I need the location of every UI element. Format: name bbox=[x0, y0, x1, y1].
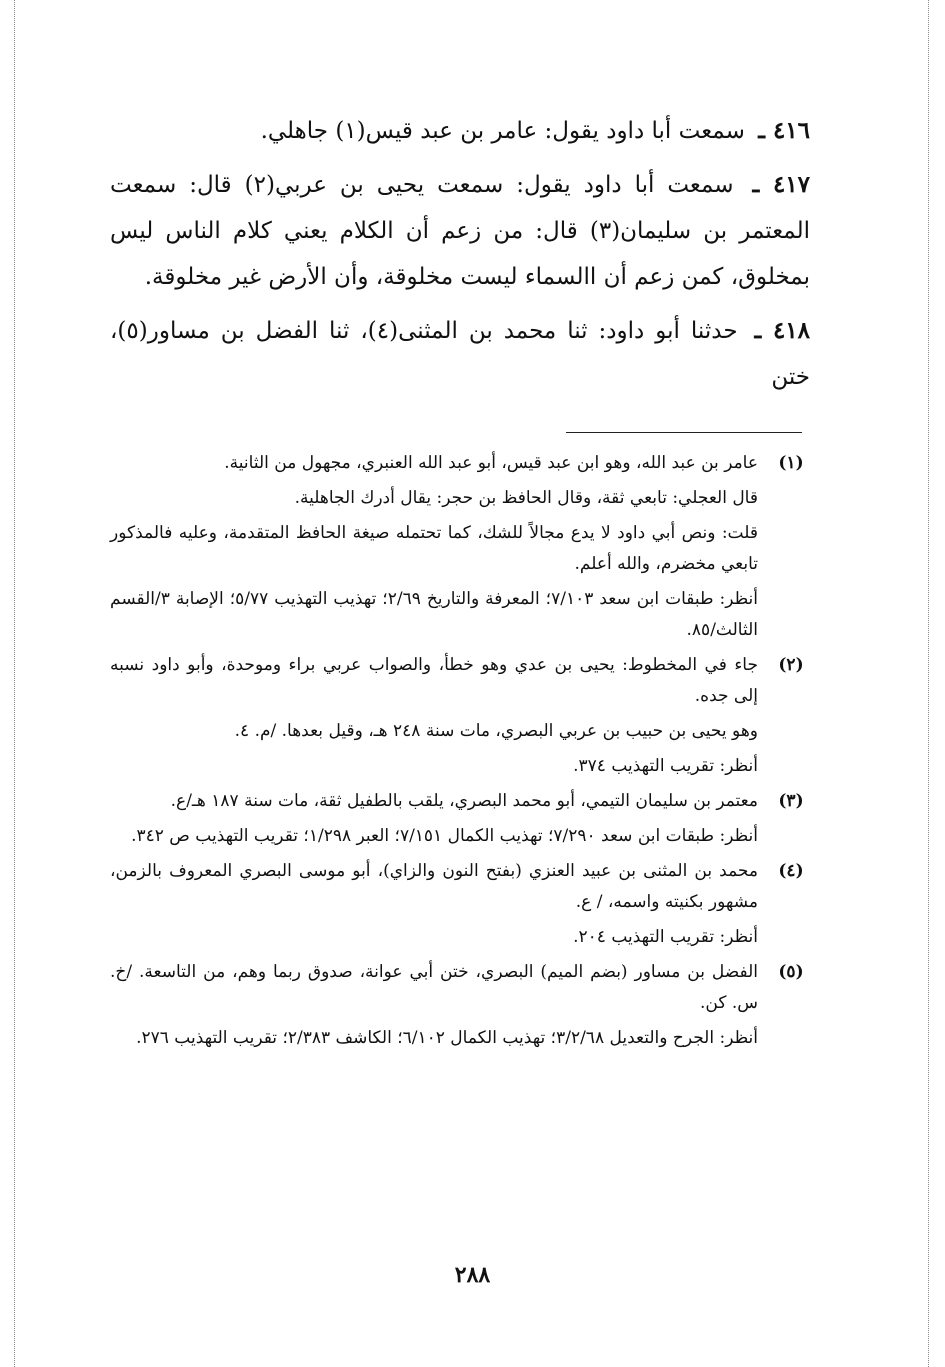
footnote-line: وهو يحيى بن حبيب بن عربي البصري، مات سنة ٢٤٨ هـ، وقيل بعدها. /م. ٤. bbox=[234, 721, 758, 741]
footnote-1 bbox=[110, 448, 814, 646]
footnote-line: محمد بن المثنى بن عبيد العنزي (بفتح النون والزاي)، أبو موسى البصري المعروف بالزمن، مشهور بكنيته واسمه، / ع. bbox=[110, 861, 758, 912]
paragraph-417 bbox=[110, 162, 810, 300]
paragraph-number: ٤١٦ ـ bbox=[758, 117, 810, 144]
footnote-4 bbox=[110, 856, 814, 953]
footnote-line: أنظر: طبقات ابن سعد ٧/٢٩٠؛ تهذيب الكمال ٧/١٥١؛ العبر ١/٢٩٨؛ تقريب التهذيب ص ٣٤٢. bbox=[131, 826, 758, 846]
paragraph-416 bbox=[110, 108, 810, 154]
right-dotted-margin bbox=[928, 0, 929, 1367]
footnote-3 bbox=[110, 786, 814, 852]
footnote-line: قال العجلي: تابعي ثقة، وقال الحافظ بن حجر: يقال أدرك الجاهلية. bbox=[294, 488, 758, 508]
footnote-line: قلت: ونص أبي داود لا يدع مجالاً للشك، كما تحتمله صيغة الحافظ المتقدمة، وعليه فالمذكور تابعي مخضرم، والله أعلم. bbox=[110, 523, 758, 574]
paragraph-text: سمعت أبا داود يقول: عامر بن عبد قيس(١) جاهلي. bbox=[260, 118, 745, 144]
footnote-2 bbox=[110, 650, 814, 782]
footnote-line: أنظر: تقريب التهذيب ٢٠٤. bbox=[573, 927, 758, 947]
footnote-separator bbox=[566, 432, 802, 433]
footnote-line: معتمر بن سليمان التيمي، أبو محمد البصري، يلقب بالطفيل ثقة، مات سنة ١٨٧ هـ/ع. bbox=[170, 791, 758, 811]
paragraph-text: سمعت أبا داود يقول: سمعت يحيى بن عربي(٢) قال: سمعت المعتمر بن سليمان(٣) قال: من زعم أن الكلام يعني كلام الناس ليس بمخلوق، كمن زعم أن االسماء ليست مخلوقة، وأن الأرض غير مخلوقة. bbox=[110, 172, 811, 290]
paragraph-number: ٤١٧ ـ bbox=[752, 171, 811, 198]
footnote-line: الفضل بن مساور (بضم الميم) البصري، ختن أبي عوانة، صدوق ربما وهم، من التاسعة. /خ. س. كن. bbox=[110, 962, 758, 1013]
footnote-number: (١) bbox=[778, 453, 804, 473]
footnote-number: (٥) bbox=[778, 962, 804, 982]
footnote-number: (٤) bbox=[778, 861, 804, 881]
footnote-line: جاء في المخطوط: يحيى بن عدي وهو خطأ، والصواب عربي براء وموحدة، وأبو داود نسبه إلى جده. bbox=[110, 655, 758, 706]
footnote-line: أنظر: طبقات ابن سعد ٧/١٠٣؛ المعرفة والتاريخ ٢/٦٩؛ تهذيب التهذيب ٥/٧٧؛ الإصابة ٣/القسم الثالث/٨٥. bbox=[110, 589, 758, 640]
footnote-line: أنظر: الجرح والتعديل ٣/٢/٦٨؛ تهذيب الكمال ٦/١٠٢؛ الكاشف ٢/٣٨٣؛ تقريب التهذيب ٢٧٦. bbox=[136, 1028, 758, 1048]
footnote-number: (٢) bbox=[778, 655, 804, 675]
footnote-5 bbox=[110, 957, 814, 1054]
footnote-line: أنظر: تقريب التهذيب ٣٧٤. bbox=[573, 756, 758, 776]
left-dotted-margin bbox=[14, 0, 15, 1367]
footnotes bbox=[110, 448, 814, 1058]
paragraph-text: حدثنا أبو داود: ثنا محمد بن المثنى(٤)، ثنا الفضل بن مساور(٥)، ختن bbox=[110, 318, 810, 390]
footnote-number: (٣) bbox=[778, 791, 804, 811]
footnote-line: عامر بن عبد الله، وهو ابن عبد قيس، أبو عبد الله العنبري، مجهول من الثانية. bbox=[224, 453, 758, 473]
page-number: ٢٨٨ bbox=[454, 1262, 491, 1288]
paragraph-418 bbox=[110, 308, 810, 400]
paragraph-number: ٤١٨ ـ bbox=[754, 317, 811, 344]
main-text bbox=[110, 108, 810, 408]
